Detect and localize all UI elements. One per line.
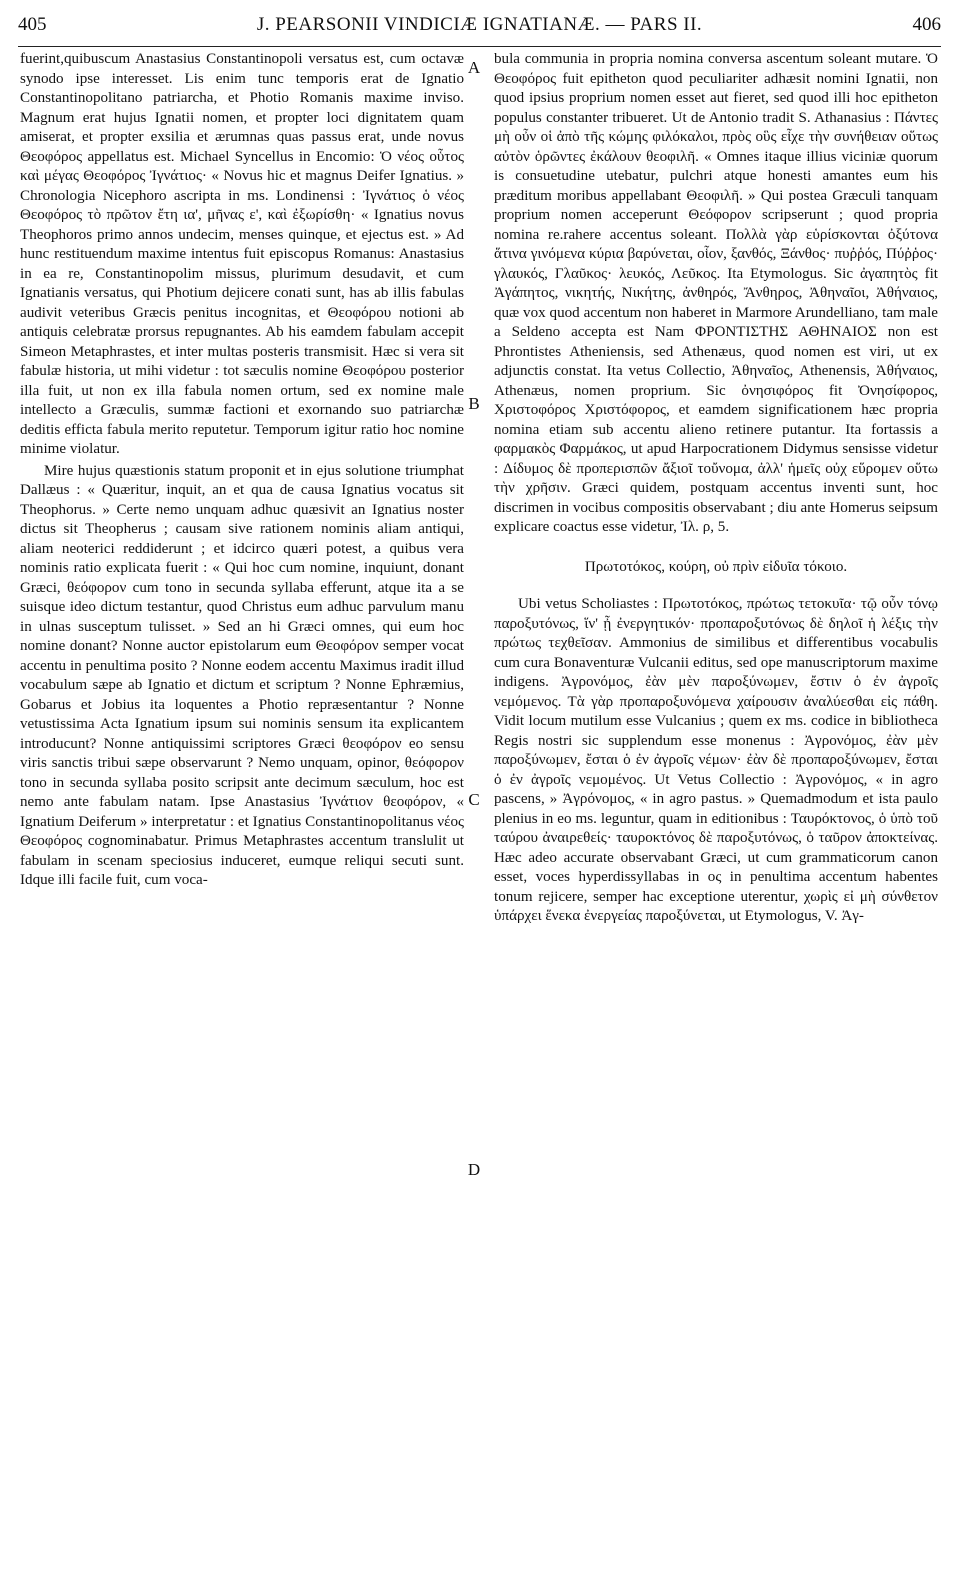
- header-rule: [18, 46, 941, 47]
- right-paragraph-2: Ubi vetus Scholiastes : Πρωτοτόκος, πρώτως τετοκυῖα· τῷ οὖν τόνῳ παροξυτόνως, ἵν' ᾖ ἐνεργητικόν· προπαροξυτόνως δὲ δηλοῖ ἡ λέξις τὴν πρώτως τεχθεῖσαν. Ammonius de similibus et differentibus vocabulis cum cura Bonaventuræ Vulcanii editus, sed ope manuscriptorum maxime indigens. Ἀγρονόμος, ἐὰν μὲν παροξύνωμεν, ἔστιν ὁ ἐν ἀγροῖς νεμόμενος. Τὰ γὰρ προπαροξυνόμενα χαίρουσιν ἀναλύεσθαι εἰς πάθη. Vidit locum mutilum esse Vulcanius ; quem ex ms. codice in bibliotheca Regis nostri sic supplendum esse monenus : Ἀγρονόμος, ἐὰν μὲν παροξύνωμεν, ἔσται ὁ ἐν ἀγροῖς νέμων· ἐὰν δὲ προπαροξύνωμεν, ἔσται ὁ ἐν ἀγροῖς νεμομένος. Ut Vetus Collectio : Ἀγρονόμος, « in agro pascens, » Ἀγρόνομος, « in agro pastus. » Quemadmodum et ista paulo plenius in eo ms. leguntur, quam in editionibus : Ταυρόκτονος, ὁ ὑπὸ τοῦ ταύρου ἀναιρεθείς· ταυροκτόνος δὲ παροξυτόνως, ὁ ταῦρον ἀποκτείνας. Hæc adeo accurate observabant Græci, ut cum grammaticorum canon esset, voces hyperdissyllabas in ος in penultima accentum habentes tonum rejicere, semper hac exceptione uterentur, χωρὶς εἰ μὴ σύνθετον ὑπάρχει ἕνεκα ἐνεργείας παροξύνεται, ut Etymologus, V. Ἀγ-: [494, 596, 938, 924]
- left-paragraph-2: Mire hujus quæstionis statum proponit et in ejus solutione triumphat Dallæus : « Quæritur, inquit, an et qua de causa Ignatius vocatus sit Theophorus. » Certe nemo unquam adhuc quæsivit an Ignatius noster dictus sit Theopherus ; causam sive rationem nominis aliam antiqui, aliam neoterici reddiderunt ; et idcirco quæri potest, a quibus vera nominis ratio explicata fuerit : « Qui hoc cum nomine, inquiunt, donant Græci, θεόφορον cum tono in secunda syllaba efferunt, atque ita a se suisque ideo dictum testantur, quod Christus eum adhuc parvulum manu in ulnas susceptum tulisset. » Sed an hi Græci omnes, qui eum hoc nomine donant? Nonne auctor epistolarum eum Θεοφόρον semper vocat accentu in penultima posito ? Nonne eodem accentu Maximus iradit illud vocabulum sæpe ab Ignatio et dictum et scriptum ? Nonne Ephræmius, Gobarus et Jobius ita loquentes a Photio repræsentantur ? Nonne vetustissima Acta Ignatium ipsum sui nominis sensum ita explicantem introducunt? Nonne antiquissimi scriptores Græci θεοφόρον eo sensu viris sanctis tribui sæpe observarunt ? Nemo unquam, opinor, θεόφορον tono in secunda syllaba posito scripsit ante decimum sæculum, hoc est nemo ante fabulam natam. Ipse Anastasius Ἰγνάτιον θεοφόρον, « Ignatium Deiferum » interpretatur : et Ignatius Constantinopolitanus νέος Θεοφόρος cognominabatur. Primus Metaphrastes accentum translulit ut fabulam in scenam speciosius induceret, eumque reliqui secuti sunt. Idque illi facile fuit, cum voca-: [20, 462, 464, 888]
- left-paragraph-1: fuerint,quibuscum Anastasius Constantinopoli versatus est, cum octavæ synodo ipse interesset. Lis enim tunc temporis erat de Ignatio Constantinopolitano patriarcha, et Photio Romanis maxime inviso. Magnum erat hujus Ignatii nomen, et propter loci dignitatem quam amiserat, et propter exsilia et ærumnas quas passus erat, unde novus Θεοφόρος appellatus est. Michael Syncellus in Encomio: Ὁ νέος οὗτος καὶ μέγας Θεοφόρος Ἰγνάτιος· « Novus hic et magnus Deifer Ignatius. » Chronologia Nicephoro ascripta in ms. Londinensi : Ἰγνάτιος ὁ νέος Θεοφόρος τὸ πρῶτον ἔτη ια', μῆνας ε', καὶ ἐξωρίσθη· « Ignatius novus Theophoros primo annos undecim, menses quinque, et ejectus est. » Ad hunc restituendum maxime intentus fuit episcopus Romanus: Anastasius in ea re, Constantinopolim missus, plurimum desudavit, et cum Ignatianis versatus, qui Photium dejicere conati sunt, has ab illis fabulas audivit veteribus Græcis penitus incognitas, et Θεοφόρου notioni ab antiquis celebratæ prorsus repugnantes. Ab his eamdem fabulam accepit Simeon Metaphrastes, et inter multas posteris transmisit. Hæc si vera sit fabulæ historia, ut mihi videtur : tot sæculis nomine Θεοφόρου posterior illa fuit, ut non ex illa fabula nomen ortum, sed ex nomine male intellecto a Græculis, summæ factioni et exornando suo patriarchæ deditis efficta fabula merito reputetur. Temporum igitur ratio hoc nomine minime violatur.: [20, 51, 464, 457]
- section-marker-d: D: [467, 1160, 481, 1179]
- page-number-left: 405: [18, 14, 47, 35]
- left-column: [20, 50, 464, 891]
- running-title: J. PEARSONII VINDICIÆ IGNATIANÆ. — PARS II.: [256, 14, 703, 35]
- right-column: [494, 50, 938, 927]
- section-marker-c: C: [468, 790, 480, 809]
- right-paragraph-1: bula communia in propria nomina conversa ascentum soleant mutare. Ὁ Θεοφόρος fuit epitheton quod peculiariter adhæsit nomini Ignatii, non quod ipsius proprium nomen esset aut fieret, sed quod illi hoc epitheton populus constanter tribueret. Ut de Antonio tradit S. Athanasius : Πάντες μὴ οὖν οἱ ἀπὸ τῆς κώμης φιλόκαλοι, πρὸς οὓς εἶχε τὴν συνήθειαν οὕτως αὐτὸν ὁρῶντες ἐκάλουν θεοφιλῆ. « Omnes itaque illius viciniæ quorum is consuetudine utebatur, pulchri atque honesti amantes eum his præditum moribus appellabant Θεοφιλῆ. » Qui postea Græculi tanquam proprium nomen acceperunt Θεόφορον scripserunt ; quod propria nomina re.rahere accentus soleant. Πολλὰ γὰρ εὑρίσκονται ὀξύτονα ἅτινα γινόμενα κύρια βαρύνεται, οἷον, ξανθός, Ξάνθος· πυῤῥός, Πύῤῥος· γλαυκός, Γλαῦκος· λευκός, Λεῦκος. Ita Etymologus. Sic ἀγαπητὸς fit Ἀγάπητος, νικητής, Νικήτης, ἀνθηρός, Ἄνθηρος, Ἀθηναῖοι, Ἀθήναιος, quæ vox quod accentum non haberet in Marmore Arundelliano, tam male a Seldeno accepta est Nam ΦΡΟΝΤΙΣΤΗΣ ΑΘΗΝΑΙΟΣ non est Phrontistes Atheniensis, sed Athenæus, quod nomen est viri, ut ex adjunctis constat. Ita vetus Collectio, Ἀθηναῖος, Athenensis, Ἀθήναιος, Athenæus, nomen proprium. Sic ὀνησιφόρος fit Ὀνησίφορος, Χριστοφόρος Χριστόφορος, et eamdem significationem hæc propria nomina etiam sub accentu alieno retinere putantur. Ita fortassis a φαρμακὸς Φαρμάκος, ut apud Harpocrationem Didymus sensisse videtur : Δίδυμος δὲ προπερισπῶν ἄξιοῖ τοὔνομα, ἀλλ' ἡμεῖς οὐχ εὕρομεν οὕτω τὴν χρῆσιν. Græci quidem, postquam accentus inventi sunt, hoc discrimen in vocibus compositis observabant ; diu ante Homerus seipsum explicare coactus esse videtur, Ἰλ. ρ, 5.: [494, 51, 938, 535]
- section-marker-a: A: [467, 58, 481, 77]
- section-marker-b: B: [468, 394, 480, 413]
- homer-verse: Πρωτοτόκος, κούρη, οὐ πρὶν εἰδυῖα τόκοιο.: [584, 558, 848, 575]
- running-header: [18, 14, 941, 42]
- page-number-right: 406: [912, 14, 941, 35]
